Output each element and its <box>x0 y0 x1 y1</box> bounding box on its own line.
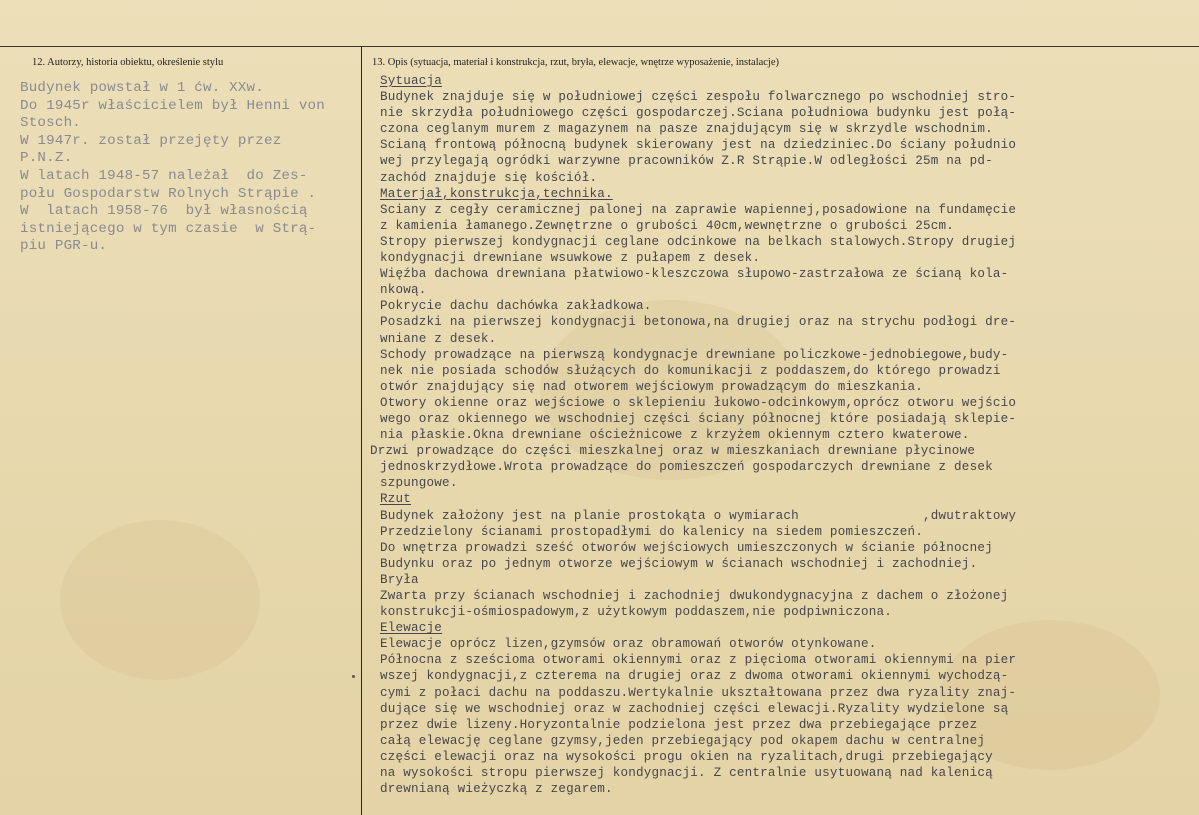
description-line: Północna z sześcioma otworami okiennymi oraz z pięcioma otworami okiennymi na pier <box>380 653 1017 668</box>
description-line: na wysokości stropu pierwszej kondygnacji. Z centralnie usytuowaną nad kalenicą <box>380 766 993 781</box>
description-line: Zwarta przy ścianach wschodniej i zachodniej dwukondygnacyjna z dachem o złożonej <box>380 589 1009 603</box>
field-12-label: 12. Autorzy, historia obiektu, określenie stylu <box>32 57 224 68</box>
description-line: zachód znajduje się kościół. <box>380 170 598 185</box>
description-line: całą elewację ceglane gzymsy,jeden przebiegający pod okapem dachu w centralnej <box>380 733 986 748</box>
history-line: W 1947r. został przejęty przez <box>20 132 282 149</box>
description-line: wej przylegają ogródki warzywne pracowników Z.R Strąpie.W odległości 25m na pd- <box>380 154 993 169</box>
ink-dot <box>352 675 355 678</box>
history-line: piu PGR-u. <box>20 238 108 255</box>
description-line: Scianą frontową północną budynek skierowany jest na dziedziniec.Do ściany południo <box>380 138 1017 153</box>
description-line: części elewacji oraz na wysokości progu okien na ryzalitach,drugi przebiegający <box>380 749 993 764</box>
description-line: nie skrzydła południowego części gospodarczej.Sciana południowa budynku jest połą- <box>380 106 1017 121</box>
header-rule <box>0 46 1199 47</box>
description-line: wego oraz okiennego we wschodniej części ściany północnej które posiadają sklepie- <box>380 411 1017 426</box>
description-line: nkową. <box>380 283 427 298</box>
description-line: Drzwi prowadzące do części mieszkalnej oraz w mieszkaniach drewniane płycinowe <box>370 444 976 459</box>
section-heading: Sytuacja <box>380 74 443 88</box>
history-line: W latach 1958-76 był własnością <box>20 203 308 220</box>
description-line: Pokrycie dachu dachówka zakładkowa. <box>380 299 652 314</box>
description-line: Przedzielony ścianami prostopadłymi do kalenicy na siedem pomieszczeń. <box>380 524 924 539</box>
description-line: szpungowe. <box>380 476 458 491</box>
description-line: otwór znajdujący się nad otworem wejściowym prowadzącym do mieszkania. <box>380 379 924 394</box>
description-text <box>368 73 1196 797</box>
history-line: Budynek powstał w 1 ćw. XXw. <box>20 80 264 96</box>
history-line: Do 1945r właścicielem był Henni von <box>20 97 325 114</box>
description-line: wszej kondygnacji,z czterema na drugiej oraz z dwoma otworami okiennymi wychodzą- <box>380 669 1009 684</box>
section-heading: Materjał,konstrukcja,technika. <box>380 186 613 201</box>
field-13-label: 13. Opis (sytuacja, materiał i konstrukcja, rzut, bryła, elewacje, wnętrze wyposażenie, instalacje) <box>372 57 780 68</box>
description-line: Stropy pierwszej kondygnacji ceglane odcinkowe na belkach stalowych.Stropy drugiej <box>380 234 1017 249</box>
description-line: przez dwie lizeny.Horyzontalnie podzielona jest przez dwa przebiegające przez <box>380 717 978 732</box>
description-line: wniane z desek. <box>380 331 497 346</box>
description-line: Budynek znajduje się w południowej części zespołu folwarcznego po wschodniej stro- <box>380 90 1017 105</box>
section-heading: Rzut <box>380 492 412 507</box>
paper-stain <box>60 520 260 680</box>
description-line: Schody prowadzące na pierwszą kondygnacje drewniane policzkowe-jednobiegowe,budy- <box>380 347 1009 362</box>
description-line: jednoskrzydłowe.Wrota prowadzące do pomieszczeń gospodarczych drewniane z desek <box>380 460 993 475</box>
description-line: Więźba dachowa drewniana płatwiowo-kleszczowa słupowo-zastrzałowa ze ścianą kola- <box>380 267 1009 282</box>
history-line: P.N.Z. <box>20 150 73 167</box>
description-line: Budynek założony jest na planie prostokąta o wymiarach ,dwutraktowy <box>380 508 1017 523</box>
history-line: W latach 1948-57 należał do Zes- <box>20 167 308 184</box>
column-divider <box>361 46 362 815</box>
description-line: cymi z połaci dachu na poddaszu.Wertykalnie ukształtowana przez dwa ryzality znaj- <box>380 685 1017 700</box>
description-line: Budynku oraz po jednym otworze wejściowym w ścianach wschodniej i zachodniej. <box>380 556 978 571</box>
description-line: Bryła <box>380 572 419 587</box>
history-text <box>20 80 358 256</box>
description-line: Sciany z cegły ceramicznej palonej na zaprawie wapiennej,posadowione na fundamęcie <box>380 202 1017 217</box>
description-line: nek nie posiada schodów służących do komunikacji z poddaszem,do którego prowadzi <box>380 363 1001 378</box>
description-line: czona ceglanym murem z magazynem na pasze znajdującym się w skrzydle wschodnim. <box>380 122 993 137</box>
section-heading: Elewacje <box>380 621 443 636</box>
history-line: istniejącego w tym czasie w Strą- <box>20 220 317 237</box>
history-line: połu Gospodarstw Rolnych Strąpie . <box>20 185 317 202</box>
description-line: Posadzki na pierwszej kondygnacji betonowa,na drugiej oraz na strychu podłogi dre- <box>380 315 1017 330</box>
description-line: drewnianą wieżyczką z zegarem. <box>380 782 613 797</box>
description-line: dujące się we wschodniej oraz w zachodniej części elewacji.Ryzality wydzielone są <box>380 701 1009 716</box>
description-line: nia płaskie.Okna drewniane ościeżnicowe z krzyżem okiennym cztero kwaterowe. <box>380 428 970 443</box>
description-line: Elewacje oprócz lizen,gzymsów oraz obramowań otworów otynkowane. <box>380 637 877 652</box>
description-line: konstrukcji-ośmiospadowym,z użytkowym poddaszem,nie podpiwniczona. <box>380 605 892 620</box>
description-line: z kamienia łamanego.Zewnętrzne o grubości 40cm,wewnętrzne o grubości 25cm. <box>380 218 955 233</box>
description-line: Otwory okienne oraz wejściowe o sklepieniu łukowo-odcinkowym,oprócz otworu wejścio <box>380 395 1017 410</box>
description-line: kondygnacji drewniane wsuwkowe z pułapem z desek. <box>380 251 761 266</box>
description-line: Do wnętrza prowadzi sześć otworów wejściowych umieszczonych w ścianie północnej <box>380 540 993 555</box>
history-line: Stosch. <box>20 115 81 132</box>
